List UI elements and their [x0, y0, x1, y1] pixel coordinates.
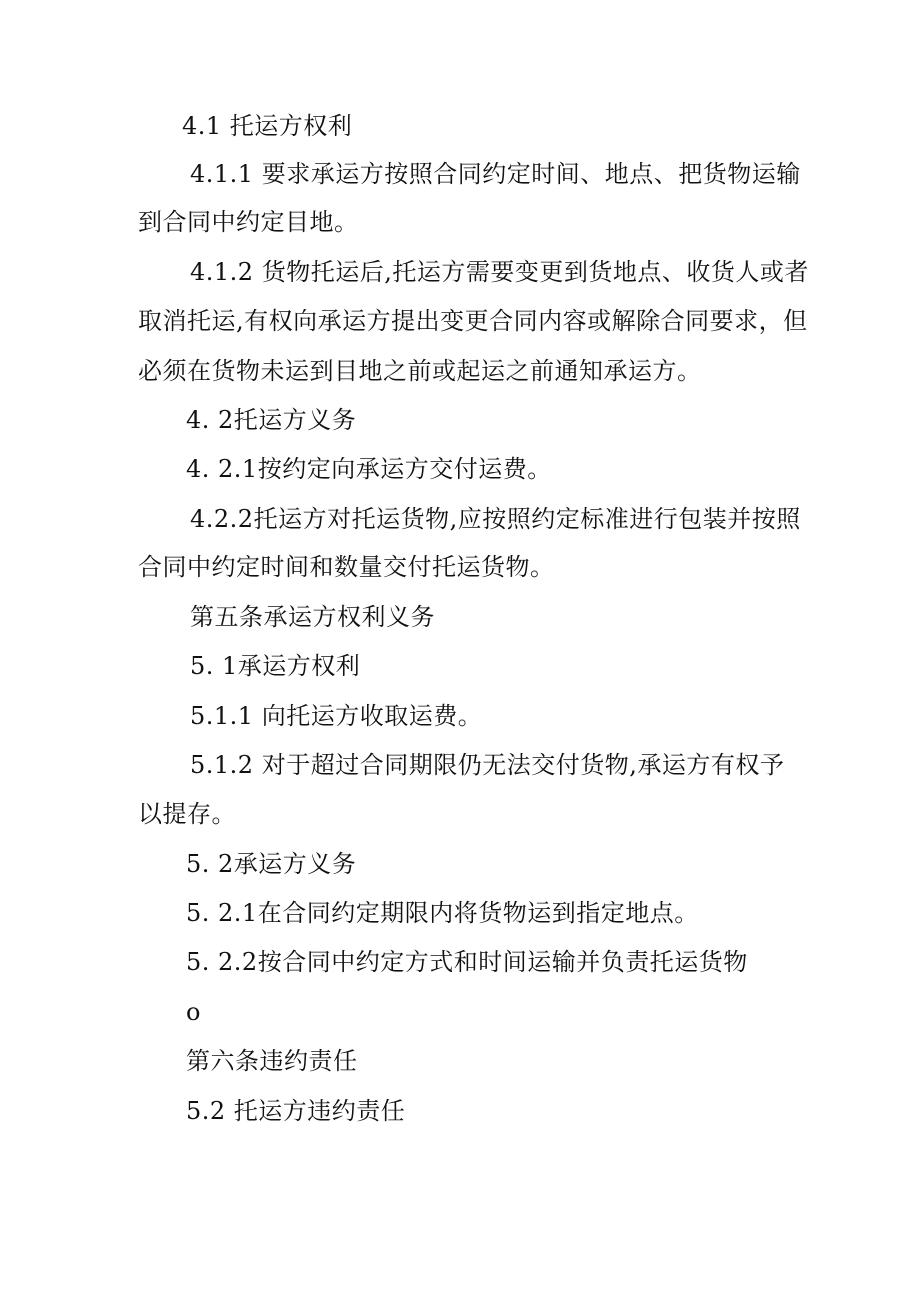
line-5-2-1: 5. 2.1在合同约定期限内将货物运到指定地点。 — [186, 899, 699, 927]
line-heading-4-2: 4. 2托运方义务 — [186, 406, 357, 434]
line-4-2-2: 4.2.2托运方对托运货物,应按照约定标准进行包装并按照 — [190, 505, 801, 533]
line-article-5: 第五条承运方权利义务 — [190, 603, 435, 631]
line-5-2-2-cont: o — [186, 998, 201, 1026]
line-heading-5-2: 5. 2承运方义务 — [186, 850, 357, 878]
line-4-1-2-cont-1: 取消托运,有权向承运方提出变更合同内容或解除合同要求，但 — [138, 307, 808, 335]
line-4-1-1-cont: 到合同中约定目地。 — [138, 208, 359, 236]
line-heading-5-2-breach: 5.2 托运方违约责任 — [186, 1097, 406, 1125]
line-5-1-2-cont: 以提存。 — [138, 800, 236, 828]
line-article-6: 第六条违约责任 — [186, 1047, 358, 1075]
line-5-2-2: 5. 2.2按合同中约定方式和时间运输并负责托运货物 — [186, 948, 748, 976]
line-4-1-1: 4.1.1 要求承运方按照合同约定时间、地点、把货物运输 — [190, 160, 801, 188]
line-4-2-2-cont: 合同中约定时间和数量交付托运货物。 — [138, 553, 555, 581]
line-heading-4-1: 4.1 托运方权利 — [182, 112, 353, 140]
line-heading-5-1: 5. 1承运方权利 — [190, 652, 361, 680]
line-4-1-2: 4.1.2 货物托运后,托运方需要变更到货地点、收货人或者 — [190, 258, 809, 286]
line-4-2-1: 4. 2.1按约定向承运方交付运费。 — [186, 455, 552, 483]
line-5-1-1: 5.1.1 向托运方收取运费。 — [190, 702, 483, 730]
line-5-1-2: 5.1.2 对于超过合同期限仍无法交付货物,承运方有权予 — [190, 751, 785, 779]
line-4-1-2-cont-2: 必须在货物未运到目地之前或起运之前通知承运方。 — [138, 357, 702, 385]
